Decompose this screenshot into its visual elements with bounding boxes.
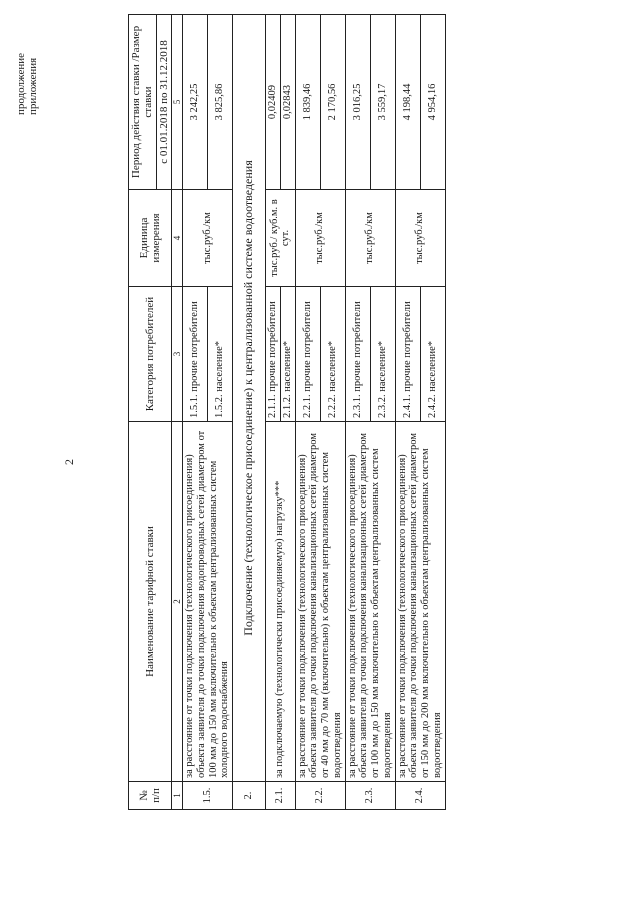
unit-cell: тыс.руб./км — [345, 190, 395, 287]
rate-name: за расстояние от точки подключения (технологического присоединения) объекта заявителя до точки подключения канализационных сетей диаметром от 100 мм до 150 мм включительно к объектам централизованных систем водоотведения — [345, 422, 395, 782]
category-cell: 2.2.2. население* — [320, 287, 345, 422]
rate-value: 1 839,46 — [295, 15, 320, 190]
rate-value: 3 559,17 — [370, 15, 395, 190]
unit-cell: тыс.руб./км — [183, 190, 233, 287]
rate-name: за подключаемую (технологически присоединяемую) нагрузку*** — [266, 422, 296, 782]
header-period: Период действия ставки /Размер ставки — [129, 15, 157, 190]
header-period-dates: с 01.01.2018 по 31.12.2018 — [156, 15, 171, 190]
category-cell: 2.3.1. прочие потребители — [345, 287, 370, 422]
header-num: № п/п — [129, 782, 172, 810]
category-cell: 2.1.1. прочие потребители — [266, 287, 281, 422]
unit-cell: тыс.руб./ куб.м. в сут. — [266, 190, 296, 287]
table-row: 1.5. за расстояние от точки подключения (технологического присоединения) объекта заявителя до точки подключения водопроводных сетей диаметром от 100 мм до 150 мм включительно к объектам централизованных систем холодного водоснабжения 1.5.1. прочие потребители тыс.руб./км 3 242,25 — [183, 15, 208, 810]
table-row: 2.4. за расстояние от точки подключения (технологического присоединения) объекта заявителя до точки подключения канализационных сетей диаметром от 150 мм до 200 мм включительно к объектам централизованных систем водоотведения 2.4.1. прочие потребители тыс.руб./км 4 198,44 — [395, 15, 420, 810]
tariff-table — [128, 14, 446, 810]
section-row: 2. Подключение (технологическое присоединение) к централизованной системе водоотведения — [233, 15, 266, 810]
rate-value: 4 198,44 — [395, 15, 420, 190]
table-row: 2.2. за расстояние от точки подключения (технологического присоединения) объекта заявителя до точки подключения канализационных сетей диаметром от 40 мм до 70 мм (включительно) к объектам централизованных систем водоотведения 2.2.1. прочие потребители тыс.руб./км 1 839,46 — [295, 15, 320, 810]
rate-value: 2 170,56 — [320, 15, 345, 190]
category-cell: 2.2.1. прочие потребители — [295, 287, 320, 422]
category-cell: 2.4.1. прочие потребители — [395, 287, 420, 422]
rate-value: 0,02843 — [280, 15, 295, 190]
section-title: Подключение (технологическое присоединение) к централизованной системе водоотведения — [233, 15, 266, 782]
rate-value: 3 016,25 — [345, 15, 370, 190]
rate-name: за расстояние от точки подключения (технологического присоединения) объекта заявителя до точки подключения канализационных сетей диаметром от 40 мм до 70 мм (включительно) к объектам централизованных систем водоотведения — [295, 422, 345, 782]
header-row — [129, 15, 157, 810]
unit-cell: тыс.руб./км — [395, 190, 445, 287]
category-cell: 1.5.2. население* — [208, 287, 233, 422]
page-number: 2 — [62, 459, 76, 465]
table-row: 2.3. за расстояние от точки подключения (технологического присоединения) объекта заявителя до точки подключения канализационных сетей диаметром от 100 мм до 150 мм включительно к объектам централизованных систем водоотведения 2.3.1. прочие потребители тыс.руб./км 3 016,25 — [345, 15, 370, 810]
unit-cell: тыс.руб./км — [295, 190, 345, 287]
header-name: Наименование тарифной ставки — [129, 422, 172, 782]
table-row: 2.1. за подключаемую (технологически присоединяемую) нагрузку*** 2.1.1. прочие потребители тыс.руб./ куб.м. в сут. 0,02409 — [266, 15, 281, 810]
category-cell: 2.3.2. население* — [370, 287, 395, 422]
rate-value: 4 954,16 — [420, 15, 445, 190]
category-cell: 1.5.1. прочие потребители — [183, 287, 208, 422]
rate-name: за расстояние от точки подключения (технологического присоединения) объекта заявителя до точки подключения канализационных сетей диаметром от 150 мм до 200 мм включительно к объектам централизованных систем водоотведения — [395, 422, 445, 782]
rate-value: 3 825,86 — [208, 15, 233, 190]
category-cell: 2.1.2. население* — [280, 287, 295, 422]
header-category: Категория потребителей — [129, 287, 172, 422]
rate-value: 0,02409 — [266, 15, 281, 190]
rate-value: 3 242,25 — [183, 15, 208, 190]
category-cell: 2.4.2. население* — [420, 287, 445, 422]
continuation-note: продолжение приложения — [15, 52, 39, 115]
index-row: 1 2 3 4 5 — [171, 15, 182, 810]
header-unit: Единица измерения — [129, 190, 172, 287]
rate-name: за расстояние от точки подключения (технологического присоединения) объекта заявителя до точки подключения водопроводных сетей диаметром от 100 мм до 150 мм включительно к объектам централизованных систем холодного водоснабжения — [183, 422, 233, 782]
